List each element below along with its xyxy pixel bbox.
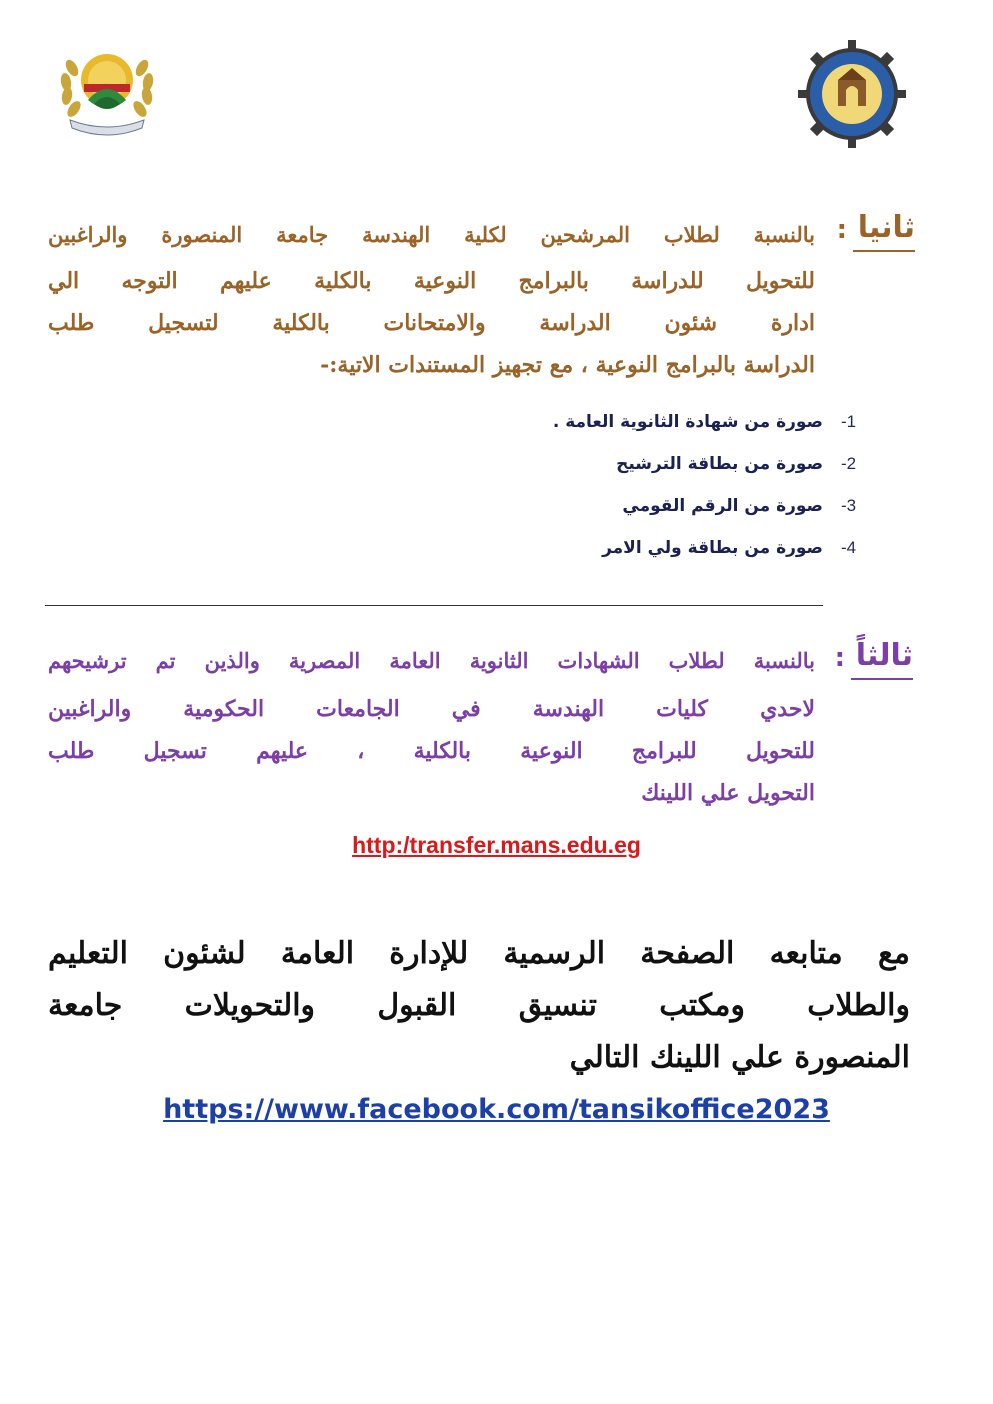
section2-label: ثانيا xyxy=(857,210,915,245)
section2-line-2: للتحويل للدراسة بالبرامج النوعية بالكلية عليهم التوجه الي xyxy=(48,268,815,294)
list-item xyxy=(0,538,993,578)
list-item-number: -1 xyxy=(841,412,857,431)
list-item xyxy=(0,412,993,452)
documents-list xyxy=(0,412,993,582)
section-divider xyxy=(45,605,823,606)
list-item-number: -4 xyxy=(841,538,857,557)
list-item xyxy=(0,496,993,536)
section2-paragraph xyxy=(48,214,815,256)
facebook-link[interactable]: https://www.facebook.com/tansikoffice2023 xyxy=(163,1094,830,1125)
list-item-number: -2 xyxy=(841,454,857,473)
section3-colon: : xyxy=(834,643,845,673)
footer-line-2: والطلاب ومكتب تنسيق القبول والتحويلات جامعة xyxy=(48,988,910,1023)
section3-line-4: التحويل علي اللينك xyxy=(641,780,815,806)
section3-label-underline xyxy=(851,678,913,680)
section2-paragraph-cont xyxy=(48,260,815,386)
section3-line-3: للتحويل للبرامج النوعية بالكلية ، عليهم تسجيل طلب xyxy=(48,738,815,764)
section3-line-1: بالنسبة لطلاب الشهادات الثانوية العامة المصرية والذين تم ترشيحهم xyxy=(48,648,815,673)
list-item-text: صورة من بطاقة ولي الامر xyxy=(602,538,823,558)
section3-paragraph xyxy=(48,640,815,682)
faculty-of-engineering-logo xyxy=(798,40,906,148)
list-item-text: صورة من شهادة الثانوية العامة . xyxy=(552,412,823,432)
list-item-text: صورة من الرقم القومي xyxy=(622,496,823,516)
footer-paragraph xyxy=(48,928,910,1084)
section2-line-4: الدراسة بالبرامج النوعية ، مع تجهيز المستندات الاتية:- xyxy=(320,352,815,378)
section2-colon: : xyxy=(836,215,847,245)
list-item-number: -3 xyxy=(841,496,857,515)
mansoura-university-logo xyxy=(52,38,162,143)
transfer-link[interactable]: http:/transfer.mans.edu.eg xyxy=(352,832,641,858)
footer-line-1: مع متابعه الصفحة الرسمية للإدارة العامة لشئون التعليم xyxy=(48,936,910,971)
section2-line-1: بالنسبة لطلاب المرشحين لكلية الهندسة جامعة المنصورة والراغبين xyxy=(48,222,815,247)
section3-line-2: لاحدي كليات الهندسة في الجامعات الحكومية والراغبين xyxy=(48,696,815,722)
section3-label: ثالثاً xyxy=(855,638,913,673)
section3-paragraph-cont xyxy=(48,688,815,814)
footer-line-3: المنصورة علي اللينك التالي xyxy=(569,1040,910,1075)
section2-line-3: ادارة شئون الدراسة والامتحانات بالكلية لتسجيل طلب xyxy=(48,310,815,336)
section2-label-underline xyxy=(853,250,915,252)
list-item xyxy=(0,454,993,494)
list-item-text: صورة من بطاقة الترشيح xyxy=(616,454,823,474)
